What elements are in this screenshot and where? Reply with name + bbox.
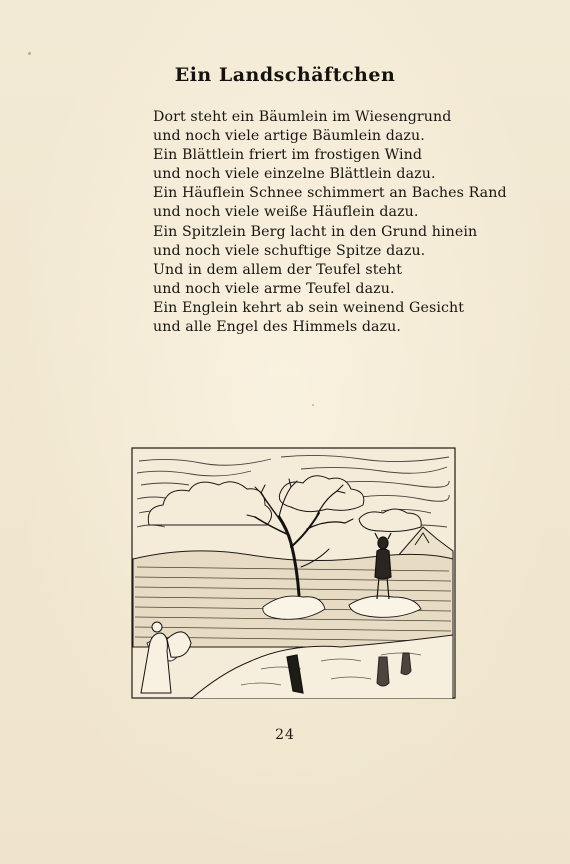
poem-line: und noch viele arme Teufel dazu.: [153, 280, 395, 297]
poem-line: Dort steht ein Bäumlein im Wiesengrund: [153, 109, 452, 125]
paper-fleck: [28, 52, 31, 55]
landscape-etching: [131, 447, 456, 699]
poem-line: Und in dem allem der Teufel steht: [153, 261, 403, 278]
etching-svg: [131, 447, 456, 699]
poem-line: Ein Englein kehrt ab sein weinend Gesicht: [153, 299, 465, 316]
poem-line: Ein Häuflein Schnee schimmert an Baches Rand: [153, 185, 507, 202]
paper-fleck: [312, 404, 314, 406]
poem-title: Ein Landschäftchen: [174, 64, 396, 86]
poem-line: und noch viele einzelne Blättlein dazu.: [153, 166, 436, 183]
page-number: 24: [275, 727, 295, 743]
poem-line: Ein Blättlein friert im frostigen Wind: [153, 147, 423, 164]
poem-line: und alle Engel des Himmels dazu.: [153, 319, 401, 336]
poem-body: [153, 108, 507, 337]
poem-line: und noch viele artige Bäumlein dazu.: [153, 128, 425, 145]
poem-line: Ein Spitzlein Berg lacht in den Grund hinein: [153, 223, 478, 240]
poem-line: und noch viele schuftige Spitze dazu.: [153, 242, 426, 259]
poem-line: und noch viele weiße Häuflein dazu.: [153, 204, 419, 221]
